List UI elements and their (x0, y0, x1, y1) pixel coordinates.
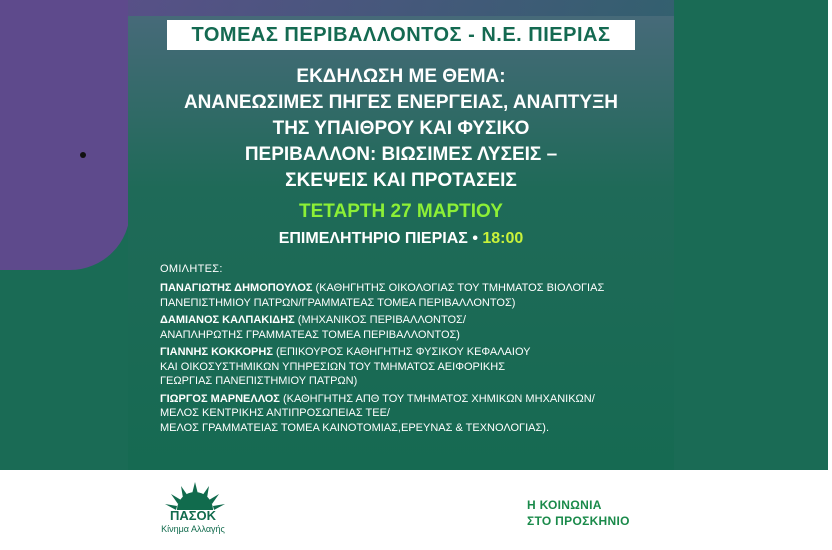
header-title: ΤΟΜΕΑΣ ΠΕΡΙΒΑΛΛΟΝΤΟΣ - Ν.Ε. ΠΙΕΡΙΑΣ (191, 23, 611, 46)
slogan-line: Η ΚΟΙΝΩΝΙΑ (527, 498, 602, 512)
event-date: ΤΕΤΑΡΤΗ 27 ΜΑΡΤΙΟΥ (299, 201, 503, 222)
speaker-item (160, 345, 670, 389)
footer (0, 470, 832, 550)
speakers-list (160, 281, 670, 438)
right-panel (674, 0, 828, 470)
speaker-desc-line: ΜΕΛΟΣ ΚΕΝΤΡΙΚΗΣ ΑΝΤΙΠΡΟΣΩΠΕΙΑΣ ΤΕΕ/ (160, 407, 390, 419)
slogan-line: ΣΤΟ ΠΡΟΣΚΗΝΙΟ (527, 514, 630, 528)
event-title (158, 64, 644, 194)
speaker-name: ΓΙΑΝΝΗΣ ΚΟΚΚΟΡΗΣ (160, 346, 273, 358)
speaker-desc: (ΜΗΧΑΝΙΚΟΣ ΠΕΡΙΒΑΛΛΟΝΤΟΣ/ (294, 314, 466, 326)
dot-marker (80, 152, 86, 158)
left-purple-shape (0, 0, 130, 270)
speaker-desc: (ΕΠΙΚΟΥΡΟΣ ΚΑΘΗΓΗΤΗΣ ΦΥΣΙΚΟΥ ΚΕΦΑΛΑΙΟΥ (272, 346, 531, 358)
event-title-line: ΤΗΣ ΥΠΑΙΘΡΟΥ ΚΑΙ ΦΥΣΙΚΟ (272, 118, 530, 139)
speaker-name: ΔΑΜΙΑΝΟΣ ΚΑΛΠΑΚΙΔΗΣ (160, 314, 295, 326)
logo-subtitle: Κίνημα Αλλαγής (161, 524, 225, 534)
logo-name: ΠΑΣΟΚ (169, 508, 217, 523)
header-box (167, 20, 635, 50)
speaker-name: ΓΙΩΡΓΟΣ ΜΑΡΝΕΛΛΟΣ (160, 392, 280, 405)
event-title-line: ΠΕΡΙΒΑΛΛΟΝ: ΒΙΩΣΙΜΕΣ ΛΥΣΕΙΣ – (244, 144, 558, 165)
event-venue-row (158, 230, 644, 248)
speakers-label: ΟΜΙΛΗΤΕΣ: (160, 263, 223, 275)
event-title-line: ΑΝΑΝΕΩΣΙΜΕΣ ΠΗΓΕΣ ΕΝΕΡΓΕΙΑΣ, ΑΝΑΠΤΥΞΗ (183, 92, 619, 113)
speaker-item (160, 392, 670, 436)
speaker-desc-line: ΚΑΙ ΟΙΚΟΣΥΣΤΗΜΙΚΩΝ ΥΠΗΡΕΣΙΩΝ ΤΟΥ ΤΜΗΜΑΤΟΣ ΑΕΙΦΟΡΙΚΗΣ (160, 360, 506, 373)
speaker-desc: (ΚΑΘΗΓΗΤΗΣ ΑΠΘ ΤΟΥ ΤΜΗΜΑΤΟΣ ΧΗΜΙΚΩΝ ΜΗΧΑΝΙΚΩΝ/ (279, 392, 595, 405)
event-title-line: ΕΚΔΗΛΩΣΗ ΜΕ ΘΕΜΑ: (296, 66, 506, 87)
speaker-desc-line: ΜΕΛΟΣ ΓΡΑΜΜΑΤΕΙΑΣ ΤΟΜΕΑ ΚΑΙΝΟΤΟΜΙΑΣ,ΕΡΕΥΝΑΣ & ΤΕΧΝΟΛΟΓΙΑΣ). (160, 421, 549, 434)
event-title-line: ΣΚΕΨΕΙΣ ΚΑΙ ΠΡΟΤΑΣΕΙΣ (285, 170, 517, 191)
event-venue: ΕΠΙΜΕΛΗΤΗΡΙΟ ΠΙΕΡΙΑΣ • (278, 230, 478, 247)
top-gradient-strip (128, 0, 674, 16)
left-panel (0, 0, 128, 470)
slogan (527, 497, 630, 529)
event-time: 18:00 (482, 230, 524, 247)
speaker-item (160, 313, 670, 342)
speaker-item (160, 281, 670, 310)
speaker-desc-line: ΑΝΑΠΛΗΡΩΤΗΣ ΓΡΑΜΜΑΤΕΑΣ ΤΟΜΕΑ ΠΕΡΙΒΑΛΛΟΝΤΟΣ) (160, 328, 460, 341)
speaker-desc-line: ΠΑΝΕΠΙΣΤΗΜΙΟΥ ΠΑΤΡΩΝ/ΓΡΑΜΜΑΤΕΑΣ ΤΟΜΕΑ ΠΕΡΙΒΑΛΛΟΝΤΟΣ) (160, 296, 516, 309)
speaker-name: ΠΑΝΑΓΙΩΤΗΣ ΔΗΜΟΠΟΥΛΟΣ (160, 282, 313, 294)
speaker-desc: (ΚΑΘΗΓΗΤΗΣ ΟΙΚΟΛΟΓΙΑΣ ΤΟΥ ΤΜΗΜΑΤΟΣ ΒΙΟΛΟΓΙΑΣ (312, 282, 605, 294)
speaker-desc-line: ΓΕΩΡΓΙΑΣ ΠΑΝΕΠΙΣΤΗΜΙΟΥ ΠΑΤΡΩΝ) (160, 375, 358, 387)
